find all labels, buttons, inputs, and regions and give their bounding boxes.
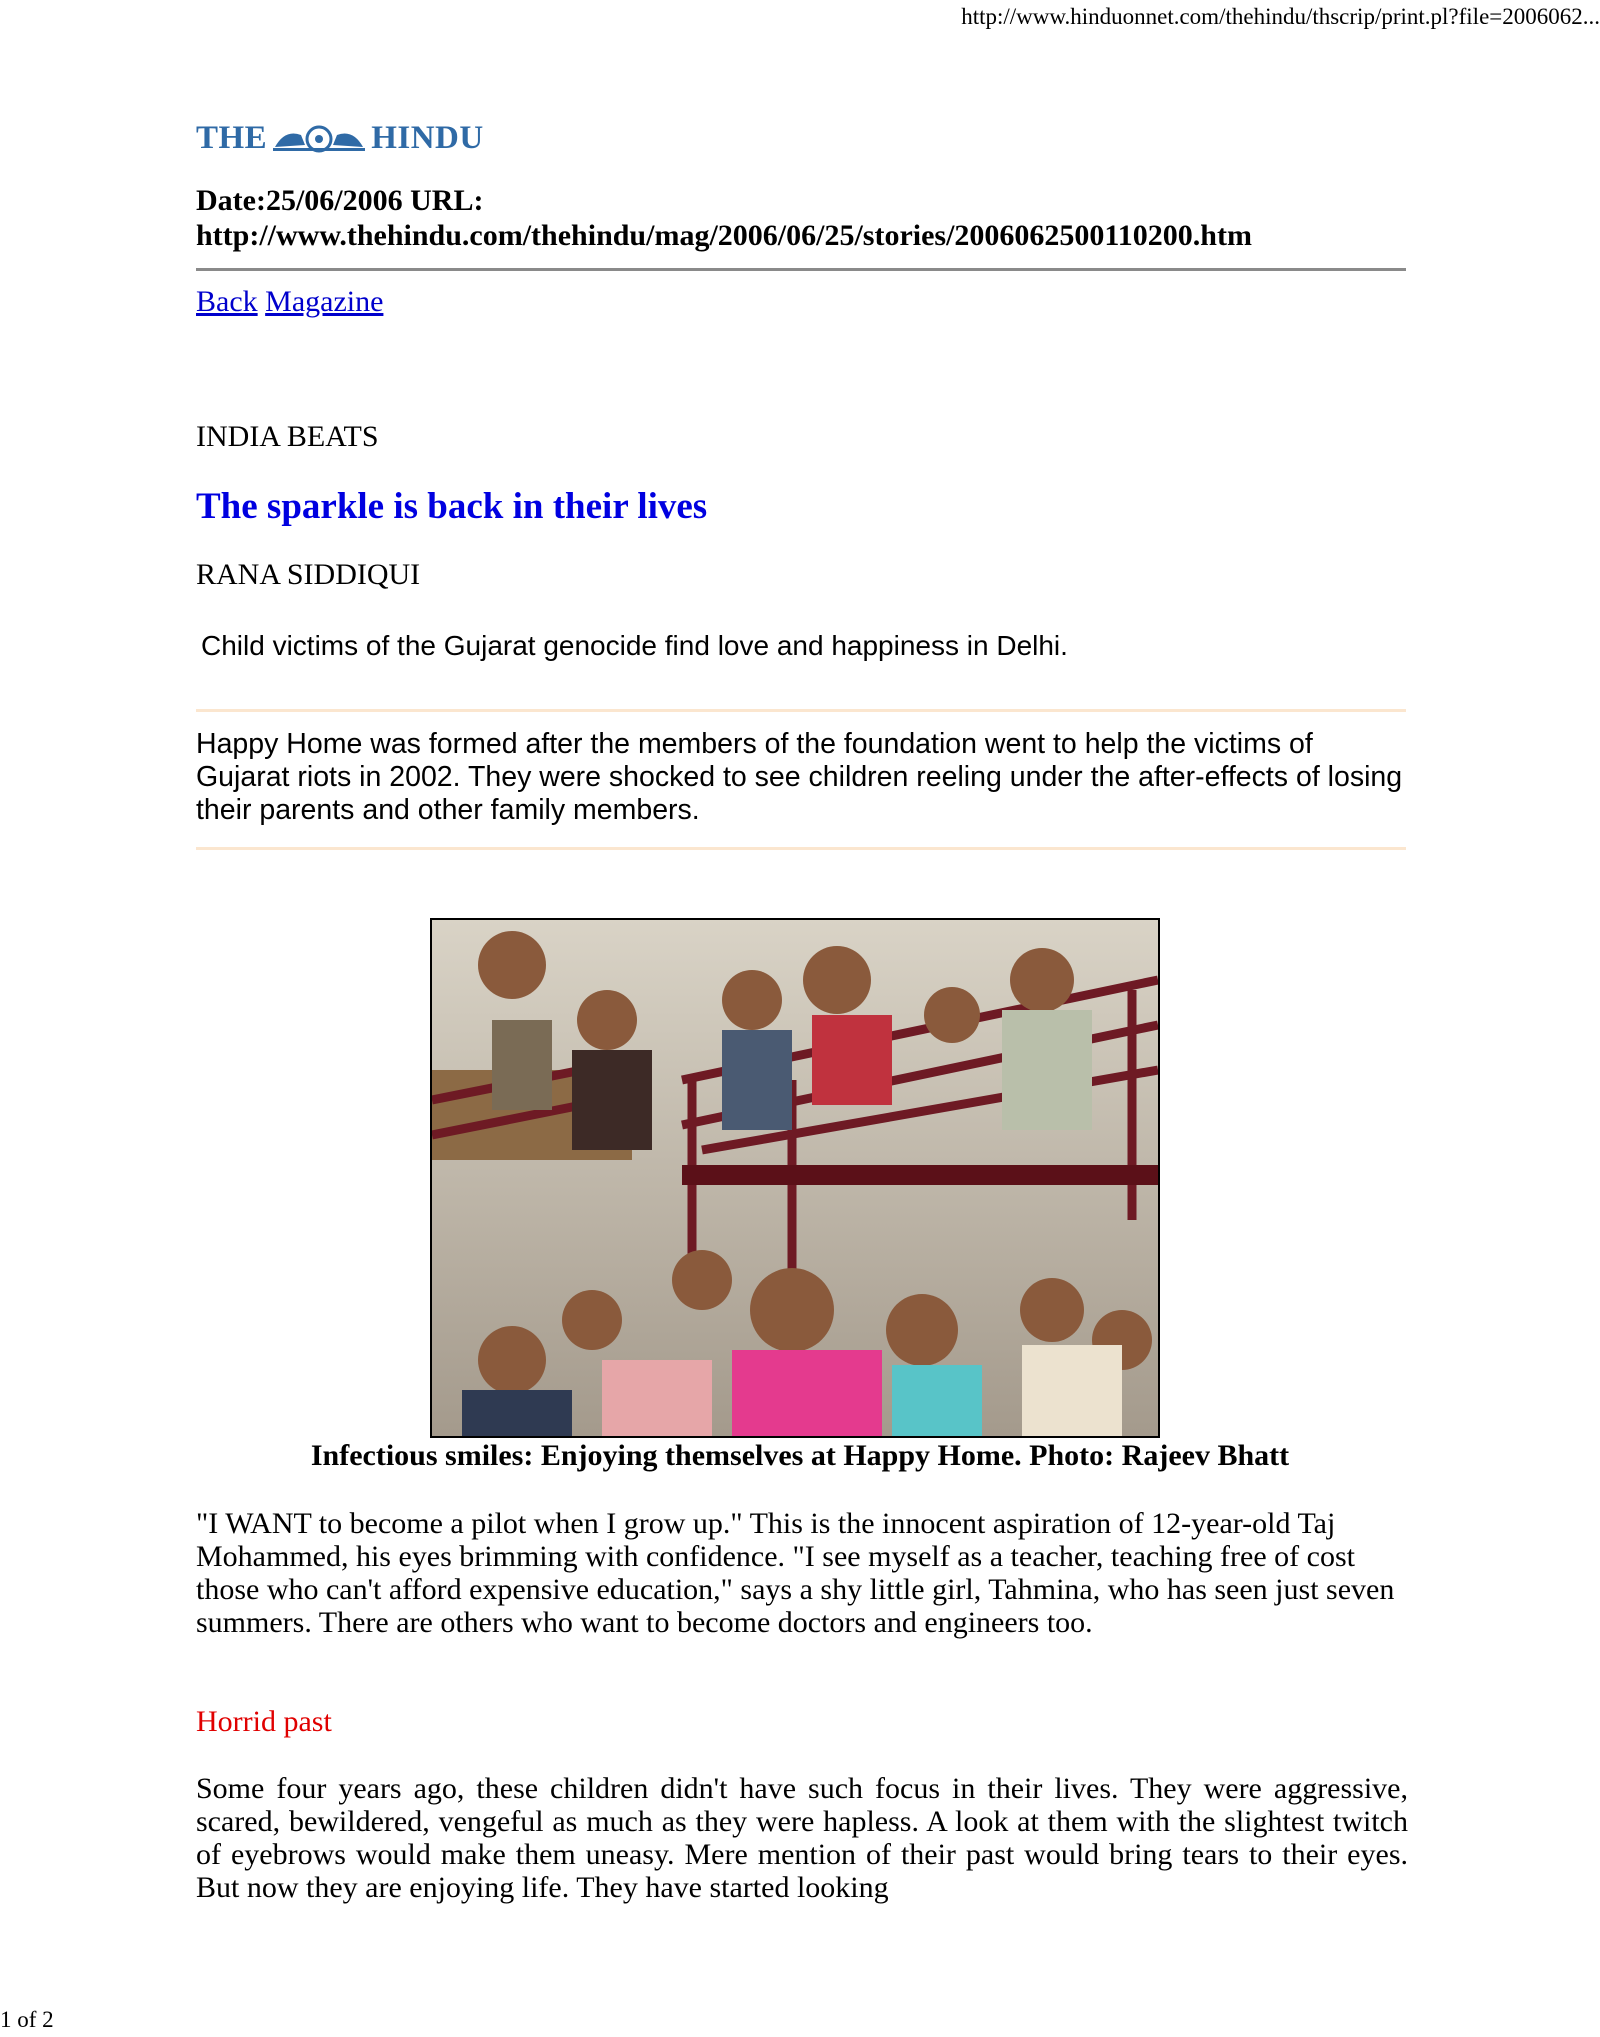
nav-links (196, 285, 383, 319)
article-photo (430, 918, 1160, 1438)
photo-caption: Infectious smiles: Enjoying themselves at Happy Home. Photo: Rajeev Bhatt (310, 1439, 1290, 1472)
standfirst: Child victims of the Gujarat genocide find love and happiness in Delhi. (201, 630, 1068, 661)
header-divider (196, 268, 1406, 271)
date-line: Date:25/06/2006 URL: (196, 184, 484, 217)
logo-text-hindu: HINDU (371, 119, 484, 156)
newspaper-logo (196, 118, 484, 158)
body-paragraph-1: "I WANT to become a pilot when I grow up." This is the innocent aspiration of 12-year-old Taj Mohammed, his eyes brimming with confidence. "I see myself as a teacher, teaching free of cost those who can't afford expensive education," says a shy little girl, Tahmina, who has seen just seven summers. There are others who want to become doctors and engineers too. (196, 1507, 1395, 1639)
byline: RANA SIDDIQUI (196, 558, 421, 591)
body-paragraph-2: Some four years ago, these children didn't have such focus in their lives. They were aggressive, scared, bewildered, vengeful as much as they were hapless. A look at them with the slightest twitch of eyebrows would make them uneasy. Mere mention of their past would bring tears to their eyes. But now they are enjoying life. They have started looking (196, 1772, 1408, 1904)
logo-text-the: THE (196, 119, 268, 156)
section-label: INDIA BEATS (196, 420, 379, 453)
summary-divider-top (196, 709, 1406, 712)
summary-text: Happy Home was formed after the members of the foundation went to help the victims of Gujarat riots in 2002. They were shocked to see children reeling under the after-effects of losing their parents and other family members. (196, 728, 1403, 826)
print-url: http://www.hinduonnet.com/thehindu/thscrip/print.pl?file=2006062... (961, 4, 1600, 29)
emblem-icon (271, 123, 367, 153)
article-headline: The sparkle is back in their lives (196, 486, 708, 527)
date-url-block (196, 183, 1406, 253)
back-link[interactable]: Back (196, 285, 258, 318)
children-photo-illustration (432, 920, 1158, 1436)
page-counter: 1 of 2 (0, 2007, 54, 2032)
article-url: http://www.thehindu.com/thehindu/mag/2006/06/25/stories/2006062500110200.htm (196, 219, 1252, 252)
summary-divider-bottom (196, 847, 1406, 850)
magazine-link[interactable]: Magazine (265, 285, 384, 318)
subhead-horrid-past: Horrid past (196, 1705, 332, 1738)
